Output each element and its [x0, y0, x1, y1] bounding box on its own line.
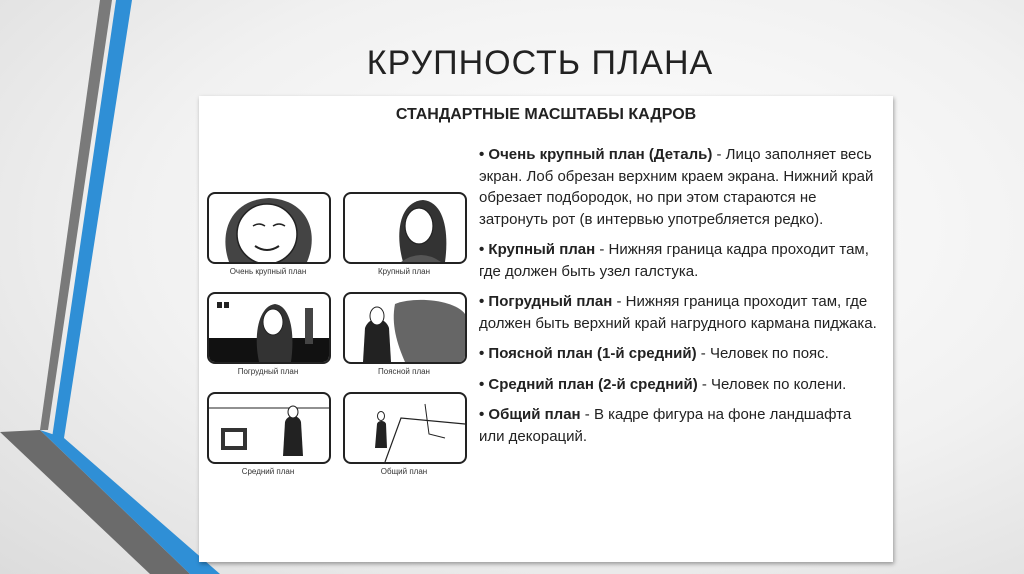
item-term: • Поясной план (1-й средний) [479, 345, 697, 362]
item-term: • Средний план (2-й средний) [479, 375, 698, 393]
frame-image [207, 392, 331, 464]
item-text: - Человек по колени. [697, 375, 847, 393]
thumbnail-medium-shot [343, 292, 465, 376]
frame-image [343, 292, 467, 364]
thumbnail-caption: Крупный план [377, 267, 431, 276]
frame-image [343, 392, 467, 464]
thumbnail-caption: Погрудный план [237, 367, 299, 376]
thumbnail-extreme-closeup [207, 192, 329, 276]
frame-image [207, 292, 331, 364]
item-term: • Крупный план [479, 241, 596, 258]
thumbnail-medium-closeup [207, 292, 329, 376]
list-item [479, 343, 879, 365]
item-text: - Лицо заполняет весь экран. Лоб обрезан верхним краем экрана. Нижний край обрезает подбородок, но при этом стараются не затронуть рот (в интервью употребляется редко). [479, 146, 874, 228]
list-item [479, 144, 879, 230]
item-term: • Очень крупный план (Деталь) [479, 146, 713, 163]
description-list [479, 144, 879, 456]
thumbnail-medium-long-shot [207, 392, 329, 476]
thumbnail-closeup [343, 192, 465, 276]
item-term: • Общий план [479, 406, 581, 423]
list-item [479, 374, 879, 396]
thumbnail-caption: Очень крупный план [229, 267, 307, 276]
thumbnail-long-shot [343, 392, 465, 476]
item-text: - В кадре фигура на фоне ландшафта или декораций. [479, 406, 852, 445]
thumbnail-caption: Поясной план [378, 367, 430, 376]
frame-image [207, 192, 331, 264]
thumbnail-caption: Средний план [241, 467, 295, 476]
item-text: - Нижняя граница проходит там, где должен быть верхний край нагрудного кармана пиджака. [479, 293, 877, 332]
slide-title: КРУПНОСТЬ ПЛАНА [366, 44, 714, 82]
thumbnail-caption: Общий план [380, 467, 428, 476]
card-heading: СТАНДАРТНЫЕ МАСШТАБЫ КАДРОВ [395, 106, 697, 123]
list-item [479, 239, 879, 282]
content-card [199, 96, 893, 562]
list-item [479, 291, 879, 334]
item-text: - Нижняя граница кадра проходит там, где должен быть узел галстука. [479, 241, 869, 280]
list-item [479, 404, 879, 447]
frame-image [343, 192, 467, 264]
item-term: • Погрудный план [479, 293, 613, 310]
item-text: - Человек по пояс. [696, 345, 829, 362]
